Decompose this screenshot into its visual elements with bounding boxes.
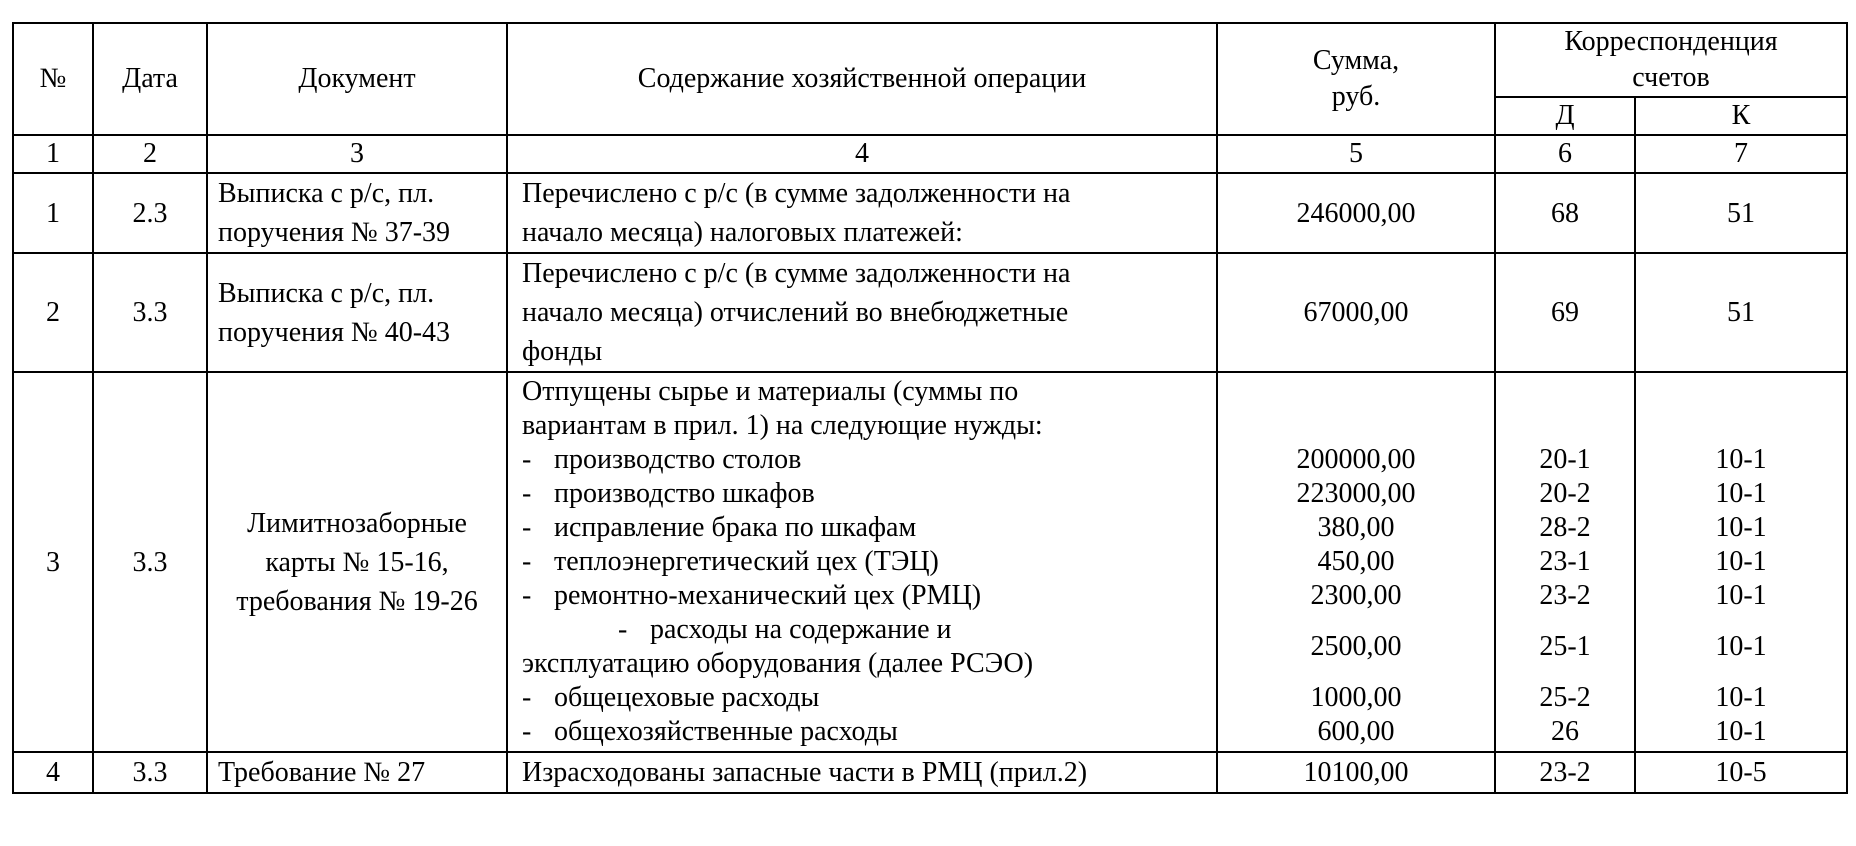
column-number-row — [13, 135, 1847, 173]
content-line: начало месяца) налоговых платежей: — [522, 217, 963, 248]
table-row — [13, 173, 1847, 253]
document-line: поручения № 37-39 — [218, 217, 451, 248]
row-debit: 69 — [1495, 253, 1635, 372]
item-credit: 10-1 — [1715, 546, 1767, 577]
document-line: поручения № 40-43 — [218, 316, 451, 348]
document-line: требования № 19-26 — [236, 585, 478, 617]
column-number: 3 — [207, 135, 507, 173]
header-content: Содержание хозяйственной операции — [507, 23, 1217, 135]
material-item: - производство шкафов — [522, 478, 815, 509]
material-item: - теплоэнергетический цех (ТЭЦ) — [522, 546, 939, 577]
bullet-dash: - — [522, 512, 532, 543]
material-item-continuation: эксплуатацию оборудования (далее РСЭО) — [522, 648, 1034, 679]
row-sum: 67000,00 — [1217, 253, 1495, 372]
row-date: 3.3 — [93, 752, 207, 793]
item-debit: 25-1 — [1539, 631, 1591, 662]
item-credit: 10-1 — [1715, 580, 1767, 611]
item-sum: 1000,00 — [1310, 682, 1402, 713]
row-document — [207, 253, 507, 372]
item-credit: 10-1 — [1715, 512, 1767, 543]
content-line: начало месяца) отчислений во внебюджетные — [522, 297, 1069, 328]
item-credit: 10-1 — [1715, 682, 1767, 713]
bullet-dash: - — [618, 614, 628, 645]
document-line: Выписка с р/с, пл. — [218, 277, 435, 309]
column-number: 5 — [1217, 135, 1495, 173]
header-date: Дата — [93, 23, 207, 135]
row-credit: 10-5 — [1635, 752, 1847, 793]
row-debit — [1495, 372, 1635, 752]
bullet-dash: - — [522, 444, 532, 475]
row-debit: 68 — [1495, 173, 1635, 253]
bullet-dash: - — [522, 682, 532, 713]
header-corr-line2: счетов — [1632, 62, 1710, 93]
bullet-dash: - — [522, 478, 532, 509]
row-document — [207, 173, 507, 253]
column-number: 2 — [93, 135, 207, 173]
document-line: Лимитнозаборные — [247, 507, 467, 539]
bullet-dash: - — [522, 580, 532, 611]
column-number: 1 — [13, 135, 93, 173]
row-document — [207, 752, 507, 793]
item-debit: 20-1 — [1539, 444, 1591, 475]
journal-table — [12, 22, 1848, 794]
table-row — [13, 752, 1847, 793]
material-item: - производство столов — [522, 444, 802, 475]
header-debit: Д — [1495, 97, 1635, 135]
row-sum: 10100,00 — [1217, 752, 1495, 793]
item-credit: 10-1 — [1715, 716, 1767, 747]
row-content — [507, 372, 1217, 752]
row-credit — [1635, 372, 1847, 752]
content-line: Перечислено с р/с (в сумме задолженности на — [522, 258, 1071, 289]
header-sum-line2: руб. — [1331, 81, 1381, 112]
row-no: 1 — [13, 173, 93, 253]
row-content — [507, 752, 1217, 793]
row-no: 3 — [13, 372, 93, 752]
row-date: 2.3 — [93, 173, 207, 253]
row-sum — [1217, 372, 1495, 752]
item-debit: 23-2 — [1539, 580, 1591, 611]
header-no: № — [13, 23, 93, 135]
row-date: 3.3 — [93, 253, 207, 372]
header-document: Документ — [207, 23, 507, 135]
header-sum-line1: Сумма, — [1312, 45, 1400, 76]
item-debit: 23-1 — [1539, 546, 1591, 577]
content-line: Израсходованы запасные части в РМЦ (прил.2) — [522, 757, 1088, 788]
row-content — [507, 173, 1217, 253]
row-document — [207, 372, 507, 752]
document-line: карты № 15-16, — [265, 546, 449, 578]
content-line: вариантам в прил. 1) на следующие нужды: — [522, 410, 1043, 441]
item-sum: 200000,00 — [1296, 444, 1416, 475]
item-debit: 25-2 — [1539, 682, 1591, 713]
material-item: - исправление брака по шкафам — [522, 512, 917, 543]
table-row — [13, 253, 1847, 372]
item-sum: 223000,00 — [1296, 478, 1416, 509]
row-credit: 51 — [1635, 253, 1847, 372]
item-credit: 10-1 — [1715, 444, 1767, 475]
row-no: 4 — [13, 752, 93, 793]
header-credit: К — [1635, 97, 1847, 135]
header-corr-line1: Корреспонденция — [1564, 26, 1778, 57]
row-sum: 246000,00 — [1217, 173, 1495, 253]
row-credit: 51 — [1635, 173, 1847, 253]
item-debit: 28-2 — [1539, 512, 1591, 543]
material-item: - общехозяйственные расходы — [522, 716, 898, 747]
column-number: 4 — [507, 135, 1217, 173]
item-debit: 20-2 — [1539, 478, 1591, 509]
item-sum: 380,00 — [1317, 512, 1395, 543]
bullet-dash: - — [522, 546, 532, 577]
item-sum: 2300,00 — [1310, 580, 1402, 611]
content-line: Отпущены сырье и материалы (суммы по — [522, 376, 1019, 407]
row-debit: 23-2 — [1495, 752, 1635, 793]
row-content — [507, 253, 1217, 372]
item-sum: 600,00 — [1317, 716, 1395, 747]
item-sum: 2500,00 — [1310, 631, 1402, 662]
item-credit: 10-1 — [1715, 631, 1767, 662]
item-debit: 26 — [1551, 716, 1579, 747]
column-number: 7 — [1635, 135, 1847, 173]
content-line: фонды — [522, 336, 603, 367]
material-item: - ремонтно-механический цех (РМЦ) — [522, 580, 982, 611]
item-credit: 10-1 — [1715, 478, 1767, 509]
header-correspondence — [1495, 23, 1847, 97]
bullet-dash: - — [522, 716, 532, 747]
row-no: 2 — [13, 253, 93, 372]
material-item: - расходы на содержание и — [618, 614, 952, 645]
column-number: 6 — [1495, 135, 1635, 173]
content-line: Перечислено с р/с (в сумме задолженности на — [522, 178, 1071, 209]
table-row — [13, 372, 1847, 752]
header-sum — [1217, 23, 1495, 135]
row-date: 3.3 — [93, 372, 207, 752]
document-line: Выписка с р/с, пл. — [218, 178, 435, 209]
item-sum: 450,00 — [1317, 546, 1395, 577]
document-line: Требование № 27 — [218, 757, 426, 788]
material-item: - общецеховые расходы — [522, 682, 820, 713]
